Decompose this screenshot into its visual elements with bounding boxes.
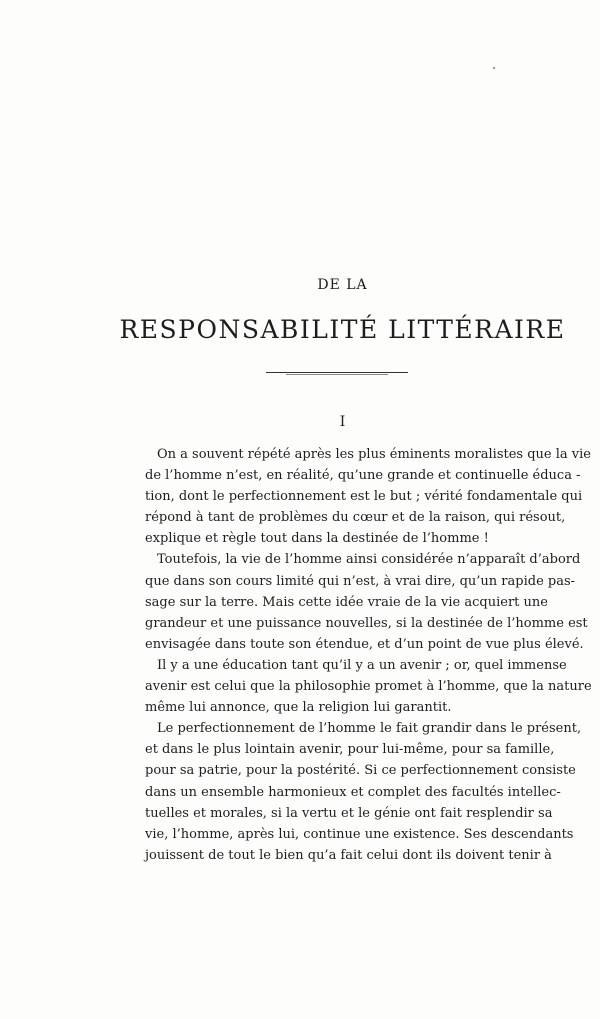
text-line: tuelles et morales, si la vertu et le génie ont fait resplendir sa — [145, 805, 553, 821]
text-line: avenir est celui que la philosophie promet à l’homme, que la nature — [145, 679, 592, 695]
text-line: On a souvent répété après les plus éminents moralistes que la vie — [157, 447, 591, 462]
page-speck — [493, 67, 495, 69]
text-line: explique et règle tout dans la destinée de l’homme ! — [145, 531, 489, 547]
title-divider — [266, 372, 408, 373]
text-line: répond à tant de problèmes du cœur et de la raison, qui résout, — [145, 510, 566, 526]
text-line: sage sur la terre. Mais cette idée vraie de la vie acquiert une — [145, 594, 548, 610]
text-line: pour sa patrie, pour la postérité. Si ce perfectionnement consiste — [145, 763, 576, 779]
text-line: et dans le plus lointain avenir, pour lui-même, pour sa famille, — [145, 742, 555, 758]
text-line: envisagée dans toute son étendue, et d’un point de vue plus élevé. — [145, 636, 584, 652]
chapter-title: RESPONSABILITÉ LITTÉRAIRE — [119, 315, 566, 344]
text-line: grandeur et une puissance nouvelles, si la destinée de l’homme est — [145, 615, 588, 631]
text-line: Le perfectionnement de l’homme le fait grandir dans le présent, — [157, 721, 582, 737]
text-line: de l’homme n’est, en réalité, qu’une grande et continuelle éduca - — [145, 468, 581, 484]
text-line: Toutefois, la vie de l’homme ainsi considérée n’apparaît d’abord — [157, 552, 581, 568]
text-line: que dans son cours limité qui n’est, à vrai dire, qu’un rapide pas- — [145, 573, 576, 589]
text-line: vie, l’homme, après lui, continue une existence. Ses descendants — [145, 826, 574, 842]
text-line: dans un ensemble harmonieux et complet des facultés intellec- — [145, 784, 561, 800]
text-line: tion, dont le perfectionnement est le but ; vérité fondamentale qui — [145, 489, 583, 505]
text-line: même lui annonce, que la religion lui garantit. — [145, 700, 452, 716]
chapter-supertitle: DE LA — [317, 277, 368, 293]
text-line: Il y a une éducation tant qu’il y a un avenir ; or, quel immense — [157, 657, 567, 673]
section-number: I — [339, 414, 346, 430]
text-line: jouissent de tout le bien qu’a fait celui dont ils doivent tenir à — [145, 847, 552, 863]
body-text — [145, 444, 592, 866]
